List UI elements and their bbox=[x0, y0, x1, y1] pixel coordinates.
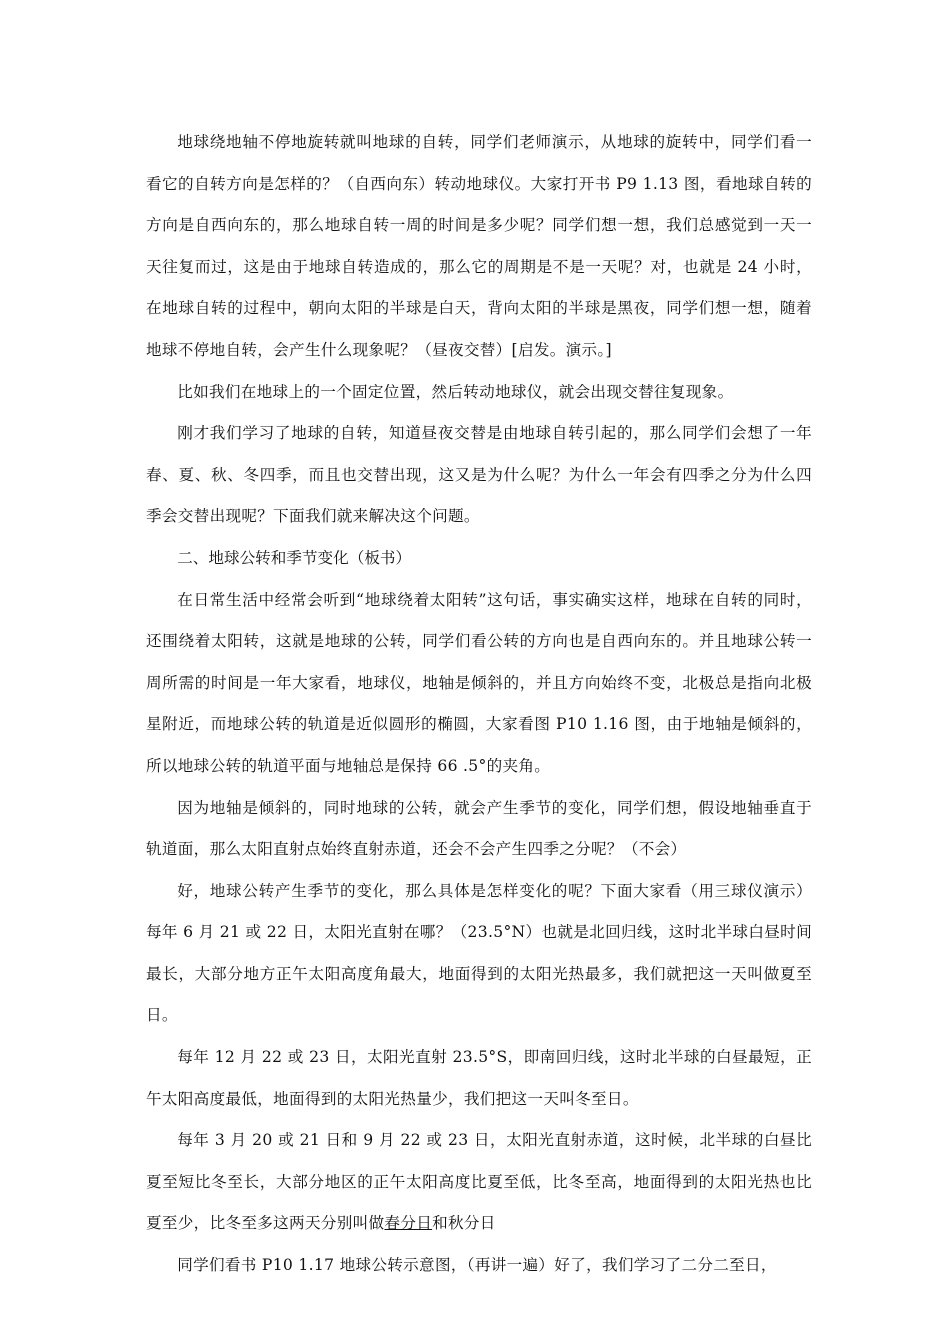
paragraph-fixed-position: 比如我们在地球上的一个固定位置，然后转动地球仪，就会出现交替往复现象。 bbox=[177, 382, 734, 401]
paragraph-tilted-axis: 因为地轴是倾斜的，同时地球的公转，就会产生季节的变化，同学们想，假设地轴垂直于轨道面，那么太阳直射点始终直射赤道，还会不会产生四季之分呢？（不会） bbox=[146, 798, 812, 859]
paragraph-winter-solstice: 每年 12 月 22 或 23 日，太阳光直射 23.5°S，即南回归线，这时北半球的白昼最短，正午太阳高度最低，地面得到的太阳光热量少，我们把这一天叫冬至日。 bbox=[146, 1048, 812, 1108]
document-body bbox=[146, 122, 812, 1287]
equinox-text-before: 每年 3 月 20 或 21 日和 9 月 22 或 23 日，太阳光直射赤道，这时候，北半球的白昼比夏至短比冬至长，大部分地区的正午太阳高度比夏至低，比冬至高，地面得到的太阳光热也比夏至少，比冬至多这两天分别叫做 bbox=[146, 1131, 812, 1233]
paragraph-revolution-diagram: 同学们看书 P10 1.17 地球公转示意图，（再讲一遍）好了，我们学习了二分二至日， bbox=[177, 1256, 777, 1275]
paragraph-four-seasons-question: 刚才我们学习了地球的自转，知道昼夜交替是由地球自转引起的，那么同学们会想了一年春、夏、秋、冬四季，而且也交替出现，这又是为什么呢？为什么一年会有四季之分为什么四季会交替出现呢？下面我们就来解决这个问题。 bbox=[146, 424, 812, 526]
spring-equinox-term: 春分日 bbox=[384, 1214, 433, 1233]
section-heading-revolution: 二、地球公转和季节变化（板书） bbox=[177, 548, 412, 567]
paragraph-earth-revolution: 在日常生活中经常会听到“地球绕着太阳转”这句话，事实确实这样，地球在自转的同时，还围绕着太阳转，这就是地球的公转，同学们看公转的方向也是自西向东的。并且地球公转一周所需的时间是一年大家看，地球仪，地轴是倾斜的，并且方向始终不变，北极总是指向北极星附近，而地球公转的轨道是近似圆形的椭圆，大家看图 P10 1.16 图，由于地轴是倾斜的，所以地球公转的轨道平面与地轴总是保持 66 .5°的夹角。 bbox=[146, 590, 812, 775]
paragraph-equinoxes bbox=[146, 1120, 812, 1245]
equinox-text-after: 和秋分日 bbox=[432, 1214, 496, 1233]
paragraph-earth-rotation: 地球绕地轴不停地旋转就叫地球的自转，同学们老师演示，从地球的旋转中，同学们看一看它的自转方向是怎样的？（自西向东）转动地球仪。大家打开书 P9 1.13 图，看地球自转的方向是自西向东的，那么地球自转一周的时间是多少呢？同学们想一想，我们总感觉到一天一天往复而过，这是由于地球自转造成的，那么它的周期是不是一天呢？对，也就是 24 小时，在地球自转的过程中，朝向太阳的半球是白天，背向太阳的半球是黑夜，同学们想一想，随着地球不停地自转，会产生什么现象呢？（昼夜交替）[启发。演示。] bbox=[146, 133, 812, 359]
paragraph-summer-solstice: 好，地球公转产生季节的变化，那么具体是怎样变化的呢？下面大家看（用三球仪演示）每年 6 月 21 或 22 日，太阳光直射在哪？（23.5°N）也就是北回归线，这时北半球白昼时间最长，大部分地方正午太阳高度角最大，地面得到的太阳光热最多，我们就把这一天叫做夏至日。 bbox=[146, 881, 812, 1025]
